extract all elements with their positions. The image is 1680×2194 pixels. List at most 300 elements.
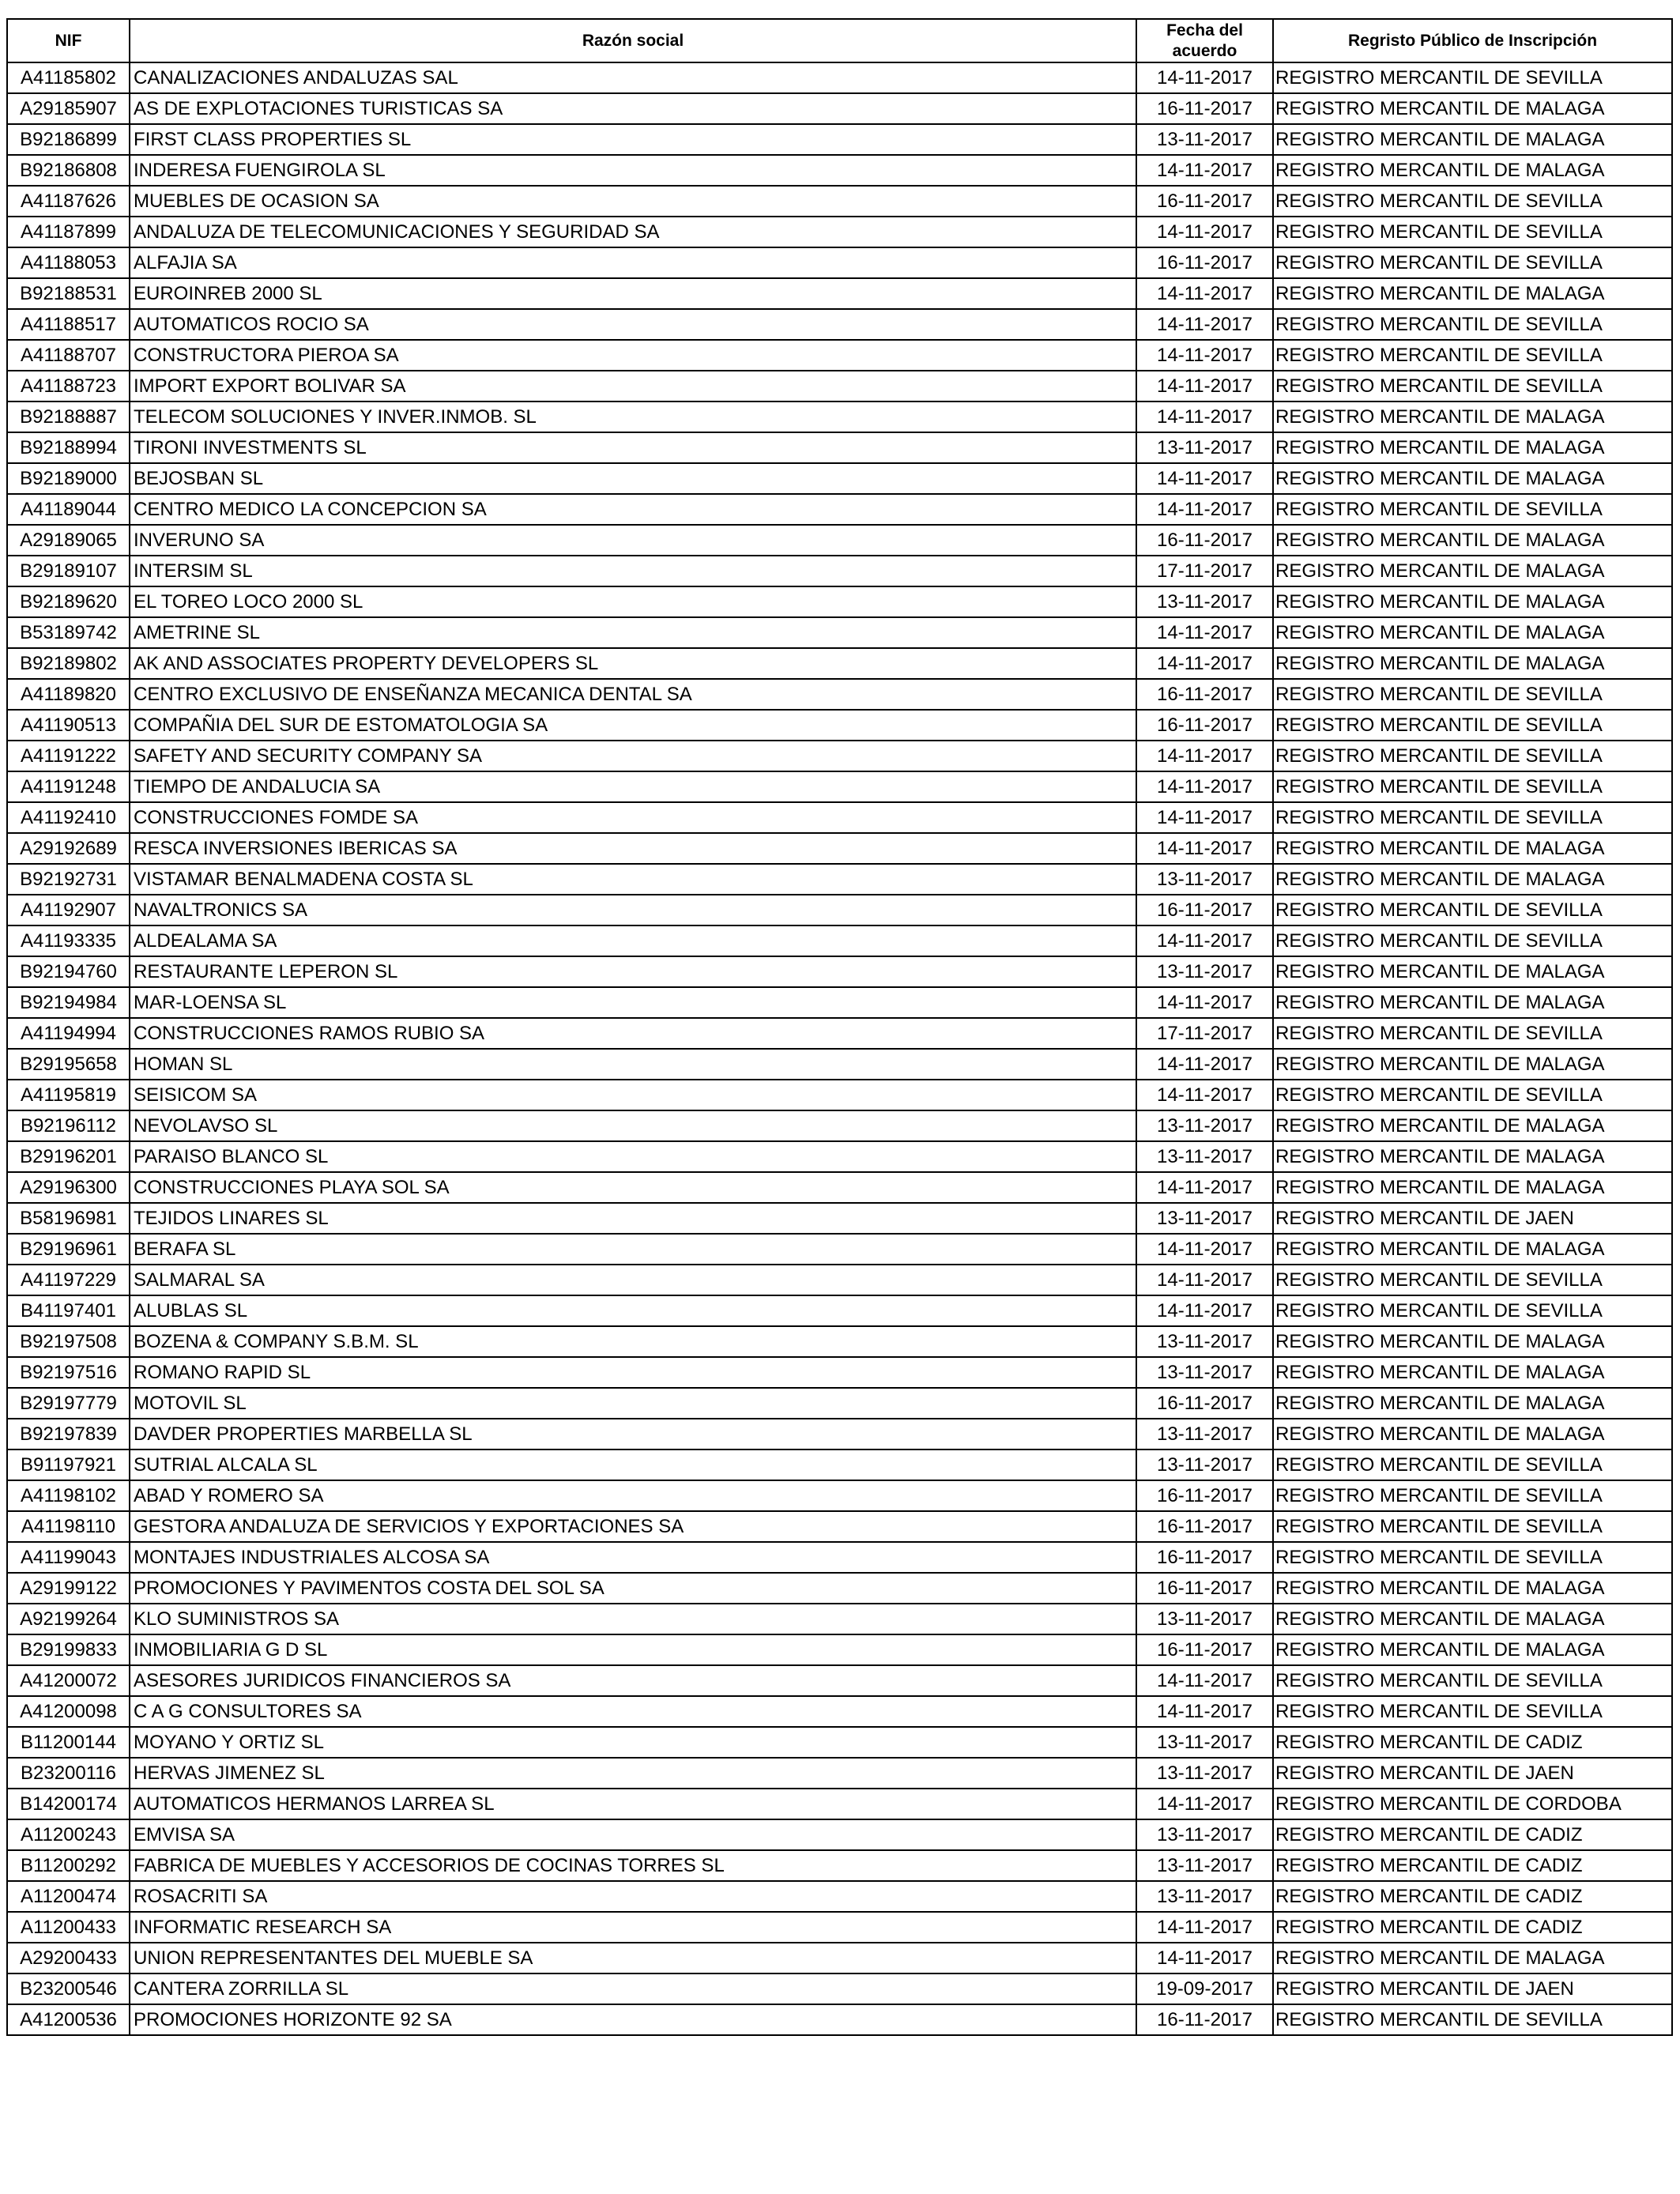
cell-registry: REGISTRO MERCANTIL DE MALAGA bbox=[1273, 93, 1672, 124]
table-row bbox=[7, 278, 1672, 309]
cell-agreement-date: 16-11-2017 bbox=[1136, 1542, 1273, 1573]
cell-company-name: UNION REPRESENTANTES DEL MUEBLE SA bbox=[130, 1943, 1136, 1973]
table-row bbox=[7, 987, 1672, 1018]
cell-registry: REGISTRO MERCANTIL DE SEVILLA bbox=[1273, 247, 1672, 278]
cell-nif: B92197516 bbox=[7, 1357, 130, 1388]
cell-agreement-date: 13-11-2017 bbox=[1136, 956, 1273, 987]
cell-registry: REGISTRO MERCANTIL DE CORDOBA bbox=[1273, 1789, 1672, 1819]
cell-agreement-date: 14-11-2017 bbox=[1136, 1912, 1273, 1943]
table-row bbox=[7, 2004, 1672, 2035]
cell-agreement-date: 16-11-2017 bbox=[1136, 2004, 1273, 2035]
cell-agreement-date: 16-11-2017 bbox=[1136, 710, 1273, 741]
cell-registry: REGISTRO MERCANTIL DE SEVILLA bbox=[1273, 1665, 1672, 1696]
cell-nif: A41192410 bbox=[7, 802, 130, 833]
cell-company-name: HOMAN SL bbox=[130, 1049, 1136, 1080]
table-row bbox=[7, 371, 1672, 401]
cell-nif: A41198102 bbox=[7, 1480, 130, 1511]
table-row bbox=[7, 1449, 1672, 1480]
cell-company-name: CONSTRUCCIONES PLAYA SOL SA bbox=[130, 1172, 1136, 1203]
cell-agreement-date: 13-11-2017 bbox=[1136, 1881, 1273, 1912]
cell-nif: B29196961 bbox=[7, 1234, 130, 1265]
cell-nif: B92196112 bbox=[7, 1110, 130, 1141]
cell-agreement-date: 14-11-2017 bbox=[1136, 1789, 1273, 1819]
cell-agreement-date: 16-11-2017 bbox=[1136, 1388, 1273, 1419]
cell-company-name: ROMANO RAPID SL bbox=[130, 1357, 1136, 1388]
cell-nif: A41187626 bbox=[7, 186, 130, 217]
table-row bbox=[7, 1943, 1672, 1973]
cell-agreement-date: 14-11-2017 bbox=[1136, 1172, 1273, 1203]
table-row bbox=[7, 864, 1672, 895]
table-row bbox=[7, 217, 1672, 247]
cell-registry: REGISTRO MERCANTIL DE SEVILLA bbox=[1273, 741, 1672, 771]
cell-nif: B92189000 bbox=[7, 463, 130, 494]
table-row bbox=[7, 1604, 1672, 1634]
table-row bbox=[7, 833, 1672, 864]
table-row bbox=[7, 1049, 1672, 1080]
cell-nif: A41191248 bbox=[7, 771, 130, 802]
cell-company-name: MUEBLES DE OCASION SA bbox=[130, 186, 1136, 217]
cell-registry: REGISTRO MERCANTIL DE SEVILLA bbox=[1273, 217, 1672, 247]
cell-registry: REGISTRO MERCANTIL DE SEVILLA bbox=[1273, 62, 1672, 93]
cell-nif: A41185802 bbox=[7, 62, 130, 93]
cell-registry: REGISTRO MERCANTIL DE MALAGA bbox=[1273, 1049, 1672, 1080]
cell-company-name: MAR-LOENSA SL bbox=[130, 987, 1136, 1018]
cell-nif: A41189044 bbox=[7, 494, 130, 525]
cell-agreement-date: 14-11-2017 bbox=[1136, 648, 1273, 679]
table-row bbox=[7, 1542, 1672, 1573]
cell-agreement-date: 16-11-2017 bbox=[1136, 1511, 1273, 1542]
table-header bbox=[7, 19, 1672, 62]
cell-company-name: EUROINREB 2000 SL bbox=[130, 278, 1136, 309]
cell-agreement-date: 14-11-2017 bbox=[1136, 340, 1273, 371]
table-row bbox=[7, 586, 1672, 617]
cell-registry: REGISTRO MERCANTIL DE CADIZ bbox=[1273, 1727, 1672, 1758]
table-row bbox=[7, 1850, 1672, 1881]
cell-company-name: SEISICOM SA bbox=[130, 1080, 1136, 1110]
cell-company-name: TELECOM SOLUCIONES Y INVER.INMOB. SL bbox=[130, 401, 1136, 432]
cell-registry: REGISTRO MERCANTIL DE MALAGA bbox=[1273, 556, 1672, 586]
table-row bbox=[7, 1912, 1672, 1943]
cell-registry: REGISTRO MERCANTIL DE MALAGA bbox=[1273, 864, 1672, 895]
table-row bbox=[7, 1295, 1672, 1326]
cell-company-name: CONSTRUCTORA PIEROA SA bbox=[130, 340, 1136, 371]
table-row bbox=[7, 1480, 1672, 1511]
cell-nif: A92199264 bbox=[7, 1604, 130, 1634]
cell-registry: REGISTRO MERCANTIL DE CADIZ bbox=[1273, 1850, 1672, 1881]
cell-company-name: COMPAÑIA DEL SUR DE ESTOMATOLOGIA SA bbox=[130, 710, 1136, 741]
cell-nif: B41197401 bbox=[7, 1295, 130, 1326]
cell-agreement-date: 14-11-2017 bbox=[1136, 771, 1273, 802]
cell-nif: A41193335 bbox=[7, 925, 130, 956]
table-row bbox=[7, 1234, 1672, 1265]
cell-agreement-date: 13-11-2017 bbox=[1136, 1203, 1273, 1234]
table-row bbox=[7, 494, 1672, 525]
cell-nif: B92186899 bbox=[7, 124, 130, 155]
cell-company-name: MOYANO Y ORTIZ SL bbox=[130, 1727, 1136, 1758]
cell-company-name: CONSTRUCCIONES RAMOS RUBIO SA bbox=[130, 1018, 1136, 1049]
table-row bbox=[7, 1080, 1672, 1110]
cell-company-name: AK AND ASSOCIATES PROPERTY DEVELOPERS SL bbox=[130, 648, 1136, 679]
cell-registry: REGISTRO MERCANTIL DE SEVILLA bbox=[1273, 1511, 1672, 1542]
cell-agreement-date: 14-11-2017 bbox=[1136, 1234, 1273, 1265]
cell-registry: REGISTRO MERCANTIL DE JAEN bbox=[1273, 1758, 1672, 1789]
cell-registry: REGISTRO MERCANTIL DE MALAGA bbox=[1273, 278, 1672, 309]
cell-agreement-date: 14-11-2017 bbox=[1136, 617, 1273, 648]
cell-agreement-date: 13-11-2017 bbox=[1136, 1850, 1273, 1881]
cell-registry: REGISTRO MERCANTIL DE MALAGA bbox=[1273, 525, 1672, 556]
cell-nif: A41188723 bbox=[7, 371, 130, 401]
table-row bbox=[7, 1419, 1672, 1449]
cell-nif: A29196300 bbox=[7, 1172, 130, 1203]
table-row bbox=[7, 648, 1672, 679]
cell-nif: B11200292 bbox=[7, 1850, 130, 1881]
cell-nif: B29197779 bbox=[7, 1388, 130, 1419]
cell-company-name: PARAISO BLANCO SL bbox=[130, 1141, 1136, 1172]
cell-nif: A41197229 bbox=[7, 1265, 130, 1295]
cell-nif: B58196981 bbox=[7, 1203, 130, 1234]
cell-company-name: BERAFA SL bbox=[130, 1234, 1136, 1265]
cell-company-name: CANALIZACIONES ANDALUZAS SAL bbox=[130, 62, 1136, 93]
cell-registry: REGISTRO MERCANTIL DE MALAGA bbox=[1273, 1943, 1672, 1973]
cell-agreement-date: 13-11-2017 bbox=[1136, 1819, 1273, 1850]
cell-agreement-date: 17-11-2017 bbox=[1136, 556, 1273, 586]
table-row bbox=[7, 895, 1672, 925]
cell-registry: REGISTRO MERCANTIL DE CADIZ bbox=[1273, 1912, 1672, 1943]
cell-company-name: GESTORA ANDALUZA DE SERVICIOS Y EXPORTACIONES SA bbox=[130, 1511, 1136, 1542]
cell-nif: A41200536 bbox=[7, 2004, 130, 2035]
cell-registry: REGISTRO MERCANTIL DE MALAGA bbox=[1273, 1634, 1672, 1665]
cell-registry: REGISTRO MERCANTIL DE SEVILLA bbox=[1273, 710, 1672, 741]
cell-registry: REGISTRO MERCANTIL DE MALAGA bbox=[1273, 1357, 1672, 1388]
header-nif: NIF bbox=[7, 19, 130, 62]
cell-company-name: AUTOMATICOS ROCIO SA bbox=[130, 309, 1136, 340]
table-row bbox=[7, 1758, 1672, 1789]
table-row bbox=[7, 62, 1672, 93]
table-row bbox=[7, 432, 1672, 463]
cell-nif: A29189065 bbox=[7, 525, 130, 556]
cell-company-name: PROMOCIONES Y PAVIMENTOS COSTA DEL SOL SA bbox=[130, 1573, 1136, 1604]
table-row bbox=[7, 556, 1672, 586]
cell-company-name: INTERSIM SL bbox=[130, 556, 1136, 586]
cell-registry: REGISTRO MERCANTIL DE SEVILLA bbox=[1273, 925, 1672, 956]
cell-agreement-date: 13-11-2017 bbox=[1136, 124, 1273, 155]
table-row bbox=[7, 956, 1672, 987]
cell-nif: A41200072 bbox=[7, 1665, 130, 1696]
cell-registry: REGISTRO MERCANTIL DE MALAGA bbox=[1273, 401, 1672, 432]
cell-nif: B92197508 bbox=[7, 1326, 130, 1357]
table-row bbox=[7, 247, 1672, 278]
cell-agreement-date: 14-11-2017 bbox=[1136, 62, 1273, 93]
cell-nif: A41188707 bbox=[7, 340, 130, 371]
cell-nif: A41195819 bbox=[7, 1080, 130, 1110]
table-row bbox=[7, 1357, 1672, 1388]
cell-nif: B53189742 bbox=[7, 617, 130, 648]
table-row bbox=[7, 679, 1672, 710]
cell-agreement-date: 14-11-2017 bbox=[1136, 987, 1273, 1018]
cell-nif: B14200174 bbox=[7, 1789, 130, 1819]
cell-registry: REGISTRO MERCANTIL DE MALAGA bbox=[1273, 1573, 1672, 1604]
cell-company-name: AUTOMATICOS HERMANOS LARREA SL bbox=[130, 1789, 1136, 1819]
cell-registry: REGISTRO MERCANTIL DE MALAGA bbox=[1273, 1388, 1672, 1419]
cell-agreement-date: 14-11-2017 bbox=[1136, 371, 1273, 401]
cell-agreement-date: 16-11-2017 bbox=[1136, 1634, 1273, 1665]
cell-registry: REGISTRO MERCANTIL DE SEVILLA bbox=[1273, 494, 1672, 525]
table-row bbox=[7, 525, 1672, 556]
cell-company-name: ALUBLAS SL bbox=[130, 1295, 1136, 1326]
cell-nif: B11200144 bbox=[7, 1727, 130, 1758]
cell-agreement-date: 14-11-2017 bbox=[1136, 1295, 1273, 1326]
cell-nif: A11200243 bbox=[7, 1819, 130, 1850]
cell-company-name: CANTERA ZORRILLA SL bbox=[130, 1973, 1136, 2004]
table-row bbox=[7, 1141, 1672, 1172]
cell-nif: A41190513 bbox=[7, 710, 130, 741]
cell-company-name: SUTRIAL ALCALA SL bbox=[130, 1449, 1136, 1480]
cell-agreement-date: 13-11-2017 bbox=[1136, 1758, 1273, 1789]
cell-agreement-date: 14-11-2017 bbox=[1136, 1943, 1273, 1973]
cell-registry: REGISTRO MERCANTIL DE SEVILLA bbox=[1273, 2004, 1672, 2035]
cell-company-name: EMVISA SA bbox=[130, 1819, 1136, 1850]
cell-company-name: AMETRINE SL bbox=[130, 617, 1136, 648]
cell-registry: REGISTRO MERCANTIL DE SEVILLA bbox=[1273, 1265, 1672, 1295]
table-row bbox=[7, 93, 1672, 124]
table-row bbox=[7, 1265, 1672, 1295]
company-registry-table bbox=[6, 18, 1673, 2036]
cell-registry: REGISTRO MERCANTIL DE SEVILLA bbox=[1273, 1480, 1672, 1511]
cell-registry: REGISTRO MERCANTIL DE MALAGA bbox=[1273, 1326, 1672, 1357]
table-row bbox=[7, 1881, 1672, 1912]
cell-nif: A41192907 bbox=[7, 895, 130, 925]
table-row bbox=[7, 186, 1672, 217]
cell-company-name: INFORMATIC RESEARCH SA bbox=[130, 1912, 1136, 1943]
cell-agreement-date: 16-11-2017 bbox=[1136, 1573, 1273, 1604]
cell-company-name: RESCA INVERSIONES IBERICAS SA bbox=[130, 833, 1136, 864]
cell-registry: REGISTRO MERCANTIL DE MALAGA bbox=[1273, 155, 1672, 186]
cell-nif: B92186808 bbox=[7, 155, 130, 186]
cell-registry: REGISTRO MERCANTIL DE MALAGA bbox=[1273, 956, 1672, 987]
table-row bbox=[7, 124, 1672, 155]
cell-company-name: HERVAS JIMENEZ SL bbox=[130, 1758, 1136, 1789]
cell-company-name: NAVALTRONICS SA bbox=[130, 895, 1136, 925]
cell-nif: B92194760 bbox=[7, 956, 130, 987]
table-row bbox=[7, 1172, 1672, 1203]
cell-company-name: C A G CONSULTORES SA bbox=[130, 1696, 1136, 1727]
cell-registry: REGISTRO MERCANTIL DE SEVILLA bbox=[1273, 1080, 1672, 1110]
cell-agreement-date: 16-11-2017 bbox=[1136, 93, 1273, 124]
table-row bbox=[7, 710, 1672, 741]
cell-agreement-date: 13-11-2017 bbox=[1136, 1357, 1273, 1388]
cell-registry: REGISTRO MERCANTIL DE MALAGA bbox=[1273, 1234, 1672, 1265]
cell-registry: REGISTRO MERCANTIL DE SEVILLA bbox=[1273, 1449, 1672, 1480]
cell-company-name: ALFAJIA SA bbox=[130, 247, 1136, 278]
cell-registry: REGISTRO MERCANTIL DE SEVILLA bbox=[1273, 1018, 1672, 1049]
cell-agreement-date: 13-11-2017 bbox=[1136, 864, 1273, 895]
cell-company-name: SAFETY AND SECURITY COMPANY SA bbox=[130, 741, 1136, 771]
cell-registry: REGISTRO MERCANTIL DE SEVILLA bbox=[1273, 1696, 1672, 1727]
cell-company-name: SALMARAL SA bbox=[130, 1265, 1136, 1295]
cell-company-name: CENTRO EXCLUSIVO DE ENSEÑANZA MECANICA DENTAL SA bbox=[130, 679, 1136, 710]
cell-nif: A41200098 bbox=[7, 1696, 130, 1727]
cell-registry: REGISTRO MERCANTIL DE CADIZ bbox=[1273, 1881, 1672, 1912]
cell-registry: REGISTRO MERCANTIL DE JAEN bbox=[1273, 1203, 1672, 1234]
cell-registry: REGISTRO MERCANTIL DE MALAGA bbox=[1273, 1141, 1672, 1172]
cell-company-name: KLO SUMINISTROS SA bbox=[130, 1604, 1136, 1634]
cell-registry: REGISTRO MERCANTIL DE SEVILLA bbox=[1273, 679, 1672, 710]
cell-company-name: ALDEALAMA SA bbox=[130, 925, 1136, 956]
cell-agreement-date: 14-11-2017 bbox=[1136, 1696, 1273, 1727]
cell-company-name: DAVDER PROPERTIES MARBELLA SL bbox=[130, 1419, 1136, 1449]
cell-company-name: BOZENA & COMPANY S.B.M. SL bbox=[130, 1326, 1136, 1357]
cell-registry: REGISTRO MERCANTIL DE SEVILLA bbox=[1273, 186, 1672, 217]
cell-nif: A29200433 bbox=[7, 1943, 130, 1973]
table-row bbox=[7, 771, 1672, 802]
table-row bbox=[7, 401, 1672, 432]
cell-company-name: AS DE EXPLOTACIONES TURISTICAS SA bbox=[130, 93, 1136, 124]
table-row bbox=[7, 1388, 1672, 1419]
cell-nif: B92189802 bbox=[7, 648, 130, 679]
table-row bbox=[7, 1819, 1672, 1850]
cell-company-name: IMPORT EXPORT BOLIVAR SA bbox=[130, 371, 1136, 401]
cell-agreement-date: 14-11-2017 bbox=[1136, 1049, 1273, 1080]
cell-nif: A29185907 bbox=[7, 93, 130, 124]
cell-agreement-date: 17-11-2017 bbox=[1136, 1018, 1273, 1049]
cell-nif: A41194994 bbox=[7, 1018, 130, 1049]
table-row bbox=[7, 1727, 1672, 1758]
table-row bbox=[7, 741, 1672, 771]
cell-company-name: ANDALUZA DE TELECOMUNICACIONES Y SEGURIDAD SA bbox=[130, 217, 1136, 247]
cell-registry: REGISTRO MERCANTIL DE MALAGA bbox=[1273, 1110, 1672, 1141]
cell-registry: REGISTRO MERCANTIL DE MALAGA bbox=[1273, 463, 1672, 494]
cell-registry: REGISTRO MERCANTIL DE MALAGA bbox=[1273, 586, 1672, 617]
cell-agreement-date: 16-11-2017 bbox=[1136, 186, 1273, 217]
cell-agreement-date: 14-11-2017 bbox=[1136, 278, 1273, 309]
cell-nif: B92189620 bbox=[7, 586, 130, 617]
table-row bbox=[7, 1634, 1672, 1665]
cell-registry: REGISTRO MERCANTIL DE SEVILLA bbox=[1273, 895, 1672, 925]
cell-registry: REGISTRO MERCANTIL DE SEVILLA bbox=[1273, 802, 1672, 833]
cell-agreement-date: 13-11-2017 bbox=[1136, 1727, 1273, 1758]
cell-registry: REGISTRO MERCANTIL DE MALAGA bbox=[1273, 987, 1672, 1018]
header-date-line1: Fecha del bbox=[1166, 21, 1243, 40]
table-row bbox=[7, 463, 1672, 494]
cell-registry: REGISTRO MERCANTIL DE MALAGA bbox=[1273, 1419, 1672, 1449]
cell-company-name: INDERESA FUENGIROLA SL bbox=[130, 155, 1136, 186]
cell-agreement-date: 14-11-2017 bbox=[1136, 741, 1273, 771]
table-row bbox=[7, 340, 1672, 371]
cell-agreement-date: 13-11-2017 bbox=[1136, 1141, 1273, 1172]
cell-company-name: ABAD Y ROMERO SA bbox=[130, 1480, 1136, 1511]
cell-company-name: RESTAURANTE LEPERON SL bbox=[130, 956, 1136, 987]
cell-registry: REGISTRO MERCANTIL DE MALAGA bbox=[1273, 432, 1672, 463]
cell-registry: REGISTRO MERCANTIL DE SEVILLA bbox=[1273, 340, 1672, 371]
cell-nif: B92188531 bbox=[7, 278, 130, 309]
table-row bbox=[7, 1511, 1672, 1542]
cell-agreement-date: 16-11-2017 bbox=[1136, 895, 1273, 925]
table-row bbox=[7, 802, 1672, 833]
cell-nif: B29189107 bbox=[7, 556, 130, 586]
cell-nif: B29199833 bbox=[7, 1634, 130, 1665]
cell-nif: B92194984 bbox=[7, 987, 130, 1018]
cell-agreement-date: 13-11-2017 bbox=[1136, 1110, 1273, 1141]
cell-agreement-date: 16-11-2017 bbox=[1136, 679, 1273, 710]
cell-agreement-date: 16-11-2017 bbox=[1136, 1480, 1273, 1511]
cell-registry: REGISTRO MERCANTIL DE SEVILLA bbox=[1273, 1542, 1672, 1573]
cell-nif: A11200433 bbox=[7, 1912, 130, 1943]
header-registry: Regristo Público de Inscripción bbox=[1273, 19, 1672, 62]
cell-nif: A41188053 bbox=[7, 247, 130, 278]
table-row bbox=[7, 1573, 1672, 1604]
cell-nif: A41187899 bbox=[7, 217, 130, 247]
cell-company-name: ASESORES JURIDICOS FINANCIEROS SA bbox=[130, 1665, 1136, 1696]
company-registry-table-wrapper bbox=[6, 18, 1673, 2036]
cell-nif: A41191222 bbox=[7, 741, 130, 771]
cell-nif: A29199122 bbox=[7, 1573, 130, 1604]
cell-registry: REGISTRO MERCANTIL DE MALAGA bbox=[1273, 833, 1672, 864]
cell-nif: B92192731 bbox=[7, 864, 130, 895]
table-row bbox=[7, 1203, 1672, 1234]
table-row bbox=[7, 155, 1672, 186]
cell-agreement-date: 14-11-2017 bbox=[1136, 463, 1273, 494]
cell-agreement-date: 16-11-2017 bbox=[1136, 525, 1273, 556]
cell-nif: B91197921 bbox=[7, 1449, 130, 1480]
cell-registry: REGISTRO MERCANTIL DE MALAGA bbox=[1273, 1172, 1672, 1203]
table-row bbox=[7, 1696, 1672, 1727]
cell-company-name: EL TOREO LOCO 2000 SL bbox=[130, 586, 1136, 617]
cell-company-name: NEVOLAVSO SL bbox=[130, 1110, 1136, 1141]
cell-agreement-date: 13-11-2017 bbox=[1136, 1604, 1273, 1634]
cell-company-name: FABRICA DE MUEBLES Y ACCESORIOS DE COCINAS TORRES SL bbox=[130, 1850, 1136, 1881]
cell-agreement-date: 14-11-2017 bbox=[1136, 1265, 1273, 1295]
cell-company-name: TIRONI INVESTMENTS SL bbox=[130, 432, 1136, 463]
cell-company-name: FIRST CLASS PROPERTIES SL bbox=[130, 124, 1136, 155]
cell-nif: B92188994 bbox=[7, 432, 130, 463]
cell-nif: A41199043 bbox=[7, 1542, 130, 1573]
cell-company-name: TEJIDOS LINARES SL bbox=[130, 1203, 1136, 1234]
cell-agreement-date: 14-11-2017 bbox=[1136, 155, 1273, 186]
cell-nif: B23200546 bbox=[7, 1973, 130, 2004]
table-row bbox=[7, 1665, 1672, 1696]
cell-registry: REGISTRO MERCANTIL DE MALAGA bbox=[1273, 1604, 1672, 1634]
cell-company-name: CENTRO MEDICO LA CONCEPCION SA bbox=[130, 494, 1136, 525]
cell-company-name: PROMOCIONES HORIZONTE 92 SA bbox=[130, 2004, 1136, 2035]
cell-agreement-date: 19-09-2017 bbox=[1136, 1973, 1273, 2004]
cell-agreement-date: 14-11-2017 bbox=[1136, 802, 1273, 833]
cell-agreement-date: 14-11-2017 bbox=[1136, 1665, 1273, 1696]
cell-nif: B92188887 bbox=[7, 401, 130, 432]
cell-agreement-date: 13-11-2017 bbox=[1136, 432, 1273, 463]
table-row bbox=[7, 309, 1672, 340]
table-row bbox=[7, 1018, 1672, 1049]
cell-company-name: BEJOSBAN SL bbox=[130, 463, 1136, 494]
cell-agreement-date: 14-11-2017 bbox=[1136, 217, 1273, 247]
table-row bbox=[7, 925, 1672, 956]
cell-registry: REGISTRO MERCANTIL DE MALAGA bbox=[1273, 124, 1672, 155]
cell-agreement-date: 13-11-2017 bbox=[1136, 1419, 1273, 1449]
cell-company-name: ROSACRITI SA bbox=[130, 1881, 1136, 1912]
cell-nif: A29192689 bbox=[7, 833, 130, 864]
cell-nif: B92197839 bbox=[7, 1419, 130, 1449]
header-row bbox=[7, 19, 1672, 62]
cell-nif: B23200116 bbox=[7, 1758, 130, 1789]
cell-registry: REGISTRO MERCANTIL DE SEVILLA bbox=[1273, 771, 1672, 802]
cell-registry: REGISTRO MERCANTIL DE MALAGA bbox=[1273, 617, 1672, 648]
header-date bbox=[1136, 19, 1273, 62]
cell-company-name: MOTOVIL SL bbox=[130, 1388, 1136, 1419]
cell-agreement-date: 14-11-2017 bbox=[1136, 494, 1273, 525]
cell-agreement-date: 14-11-2017 bbox=[1136, 309, 1273, 340]
table-row bbox=[7, 1973, 1672, 2004]
header-name: Razón social bbox=[130, 19, 1136, 62]
cell-agreement-date: 14-11-2017 bbox=[1136, 833, 1273, 864]
